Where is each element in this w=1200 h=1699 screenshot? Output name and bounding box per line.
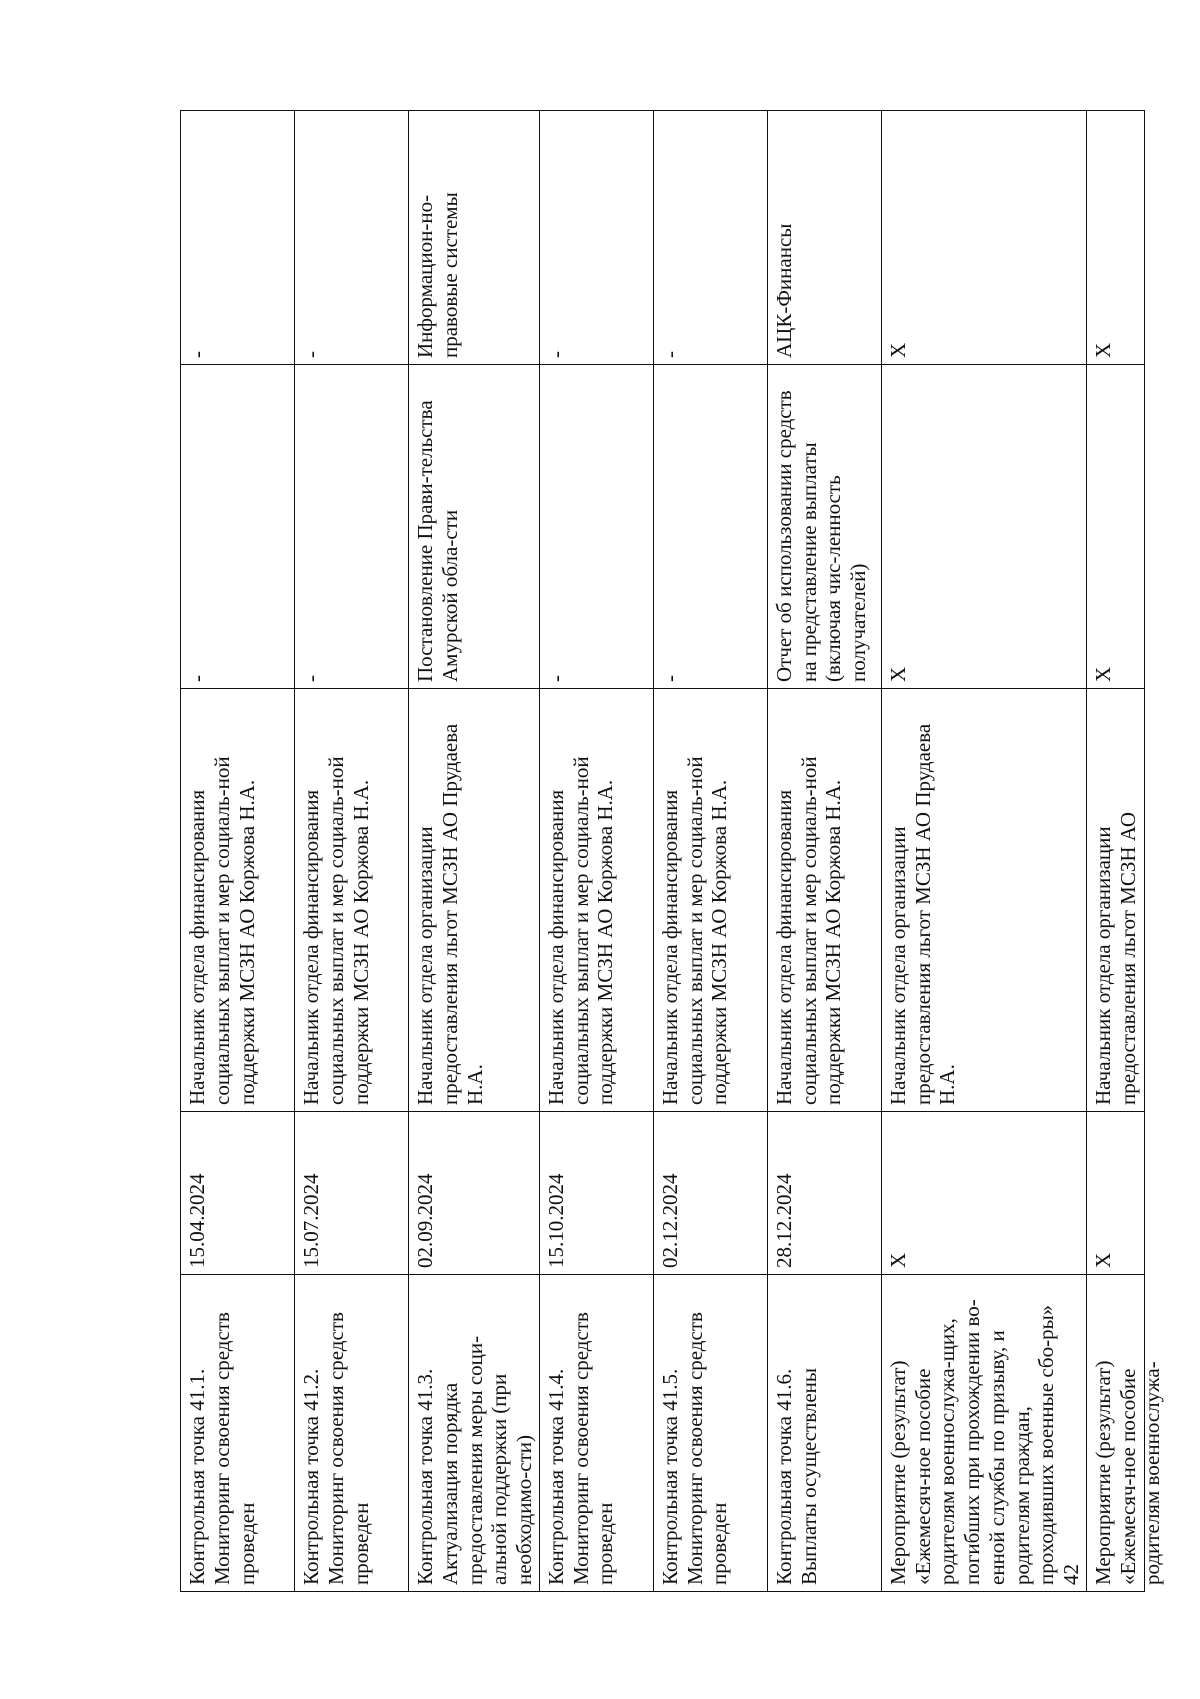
row-name-text: Мероприятие (результат) «Ежемесяч-ное пособие родителям военнослужа- — [1090, 1360, 1165, 1585]
row-system-cell: - — [295, 111, 409, 365]
row-date-cell: 15.04.2024 — [181, 1112, 295, 1275]
table-row — [881, 111, 1086, 1592]
row-date-cell: 15.10.2024 — [539, 1112, 653, 1275]
row-system-cell: - — [181, 111, 295, 365]
row-document-cell: Отчет об использовании средств на представление выплаты (включая чис-ленность получателей) — [767, 365, 881, 689]
row-responsible-cell: Начальник отдела финансирования социальных выплат и мер социаль-ной поддержки МСЗН АО Коржова Н.А. — [539, 689, 653, 1112]
row-document-cell: Постановление Прави-тельства Амурской обла-сти — [409, 365, 540, 689]
rotated-table-container — [180, 111, 1165, 1592]
table-row — [539, 111, 653, 1592]
row-responsible-cell — [1086, 689, 1144, 1112]
row-date-cell: Х — [1086, 1112, 1144, 1275]
table-row — [181, 111, 295, 1592]
row-name-cell: Мероприятие (результат) «Ежемесяч-ное пособие родителям военнослужа-щих, погибших при прохождении во-енной службы по призыву, и родителям граждан, проходивших военные сбо-ры» 42 — [881, 1275, 1086, 1592]
row-responsible-text: Начальник отдела организации предоставления льгот МСЗН АО — [1090, 811, 1140, 1105]
row-date-cell: 15.07.2024 — [295, 1112, 409, 1275]
row-name-cell — [1086, 1275, 1165, 1592]
row-system-cell: - — [539, 111, 653, 365]
table-row — [295, 111, 409, 1592]
row-date-cell: 02.09.2024 — [409, 1112, 540, 1275]
row-document-cell: - — [181, 365, 295, 689]
table-row — [1086, 111, 1144, 1592]
control-points-table — [180, 110, 1165, 1592]
table-row — [409, 111, 540, 1592]
row-document-cell: Х — [1086, 365, 1144, 689]
row-name-cell: Контрольная точка 41.2. Мониторинг освоения средств проведен — [295, 1275, 409, 1592]
row-responsible-cell: Начальник отдела финансирования социальных выплат и мер социаль-ной поддержки МСЗН АО Коржова Н.А. — [295, 689, 409, 1112]
row-responsible-cell: Начальник отдела финансирования социальных выплат и мер социаль-ной поддержки МСЗН АО Коржова Н.А. — [767, 689, 881, 1112]
row-document-cell: - — [295, 365, 409, 689]
row-system-cell: Х — [1086, 111, 1144, 365]
row-date-cell: 28.12.2024 — [767, 1112, 881, 1275]
row-date-cell: 02.12.2024 — [653, 1112, 767, 1275]
table-row — [767, 111, 881, 1592]
row-date-cell: Х — [881, 1112, 1086, 1275]
row-document-cell: - — [539, 365, 653, 689]
row-system-cell: - — [653, 111, 767, 365]
row-name-cell: Контрольная точка 41.1. Мониторинг освоения средств проведен — [181, 1275, 295, 1592]
row-system-cell: Информацион-но-правовые системы — [409, 111, 540, 365]
row-system-cell: Х — [881, 111, 1086, 365]
row-system-cell: АЦК-Финансы — [767, 111, 881, 365]
row-responsible-cell: Начальник отдела организации предоставления льгот МСЗН АО Прудаева Н.А. — [881, 689, 1086, 1112]
row-document-cell: - — [653, 365, 767, 689]
row-responsible-cell: Начальник отдела финансирования социальных выплат и мер социаль-ной поддержки МСЗН АО Коржова Н.А. — [653, 689, 767, 1112]
row-responsible-cell: Начальник отдела финансирования социальных выплат и мер социаль-ной поддержки МСЗН АО Коржова Н.А. — [181, 689, 295, 1112]
row-responsible-cell: Начальник отдела организации предоставления льгот МСЗН АО Прудаева Н.А. — [409, 689, 540, 1112]
row-name-cell: Контрольная точка 41.6. Выплаты осуществлены — [767, 1275, 881, 1592]
row-document-cell: Х — [881, 365, 1086, 689]
table-row — [653, 111, 767, 1592]
row-name-cell: Контрольная точка 41.3. Актуализация порядка предоставления меры соци-альной поддержки (при необходимо-сти) — [409, 1275, 540, 1592]
row-name-cell: Контрольная точка 41.4. Мониторинг освоения средств проведен — [539, 1275, 653, 1592]
row-name-cell: Контрольная точка 41.5. Мониторинг освоения средств проведен — [653, 1275, 767, 1592]
